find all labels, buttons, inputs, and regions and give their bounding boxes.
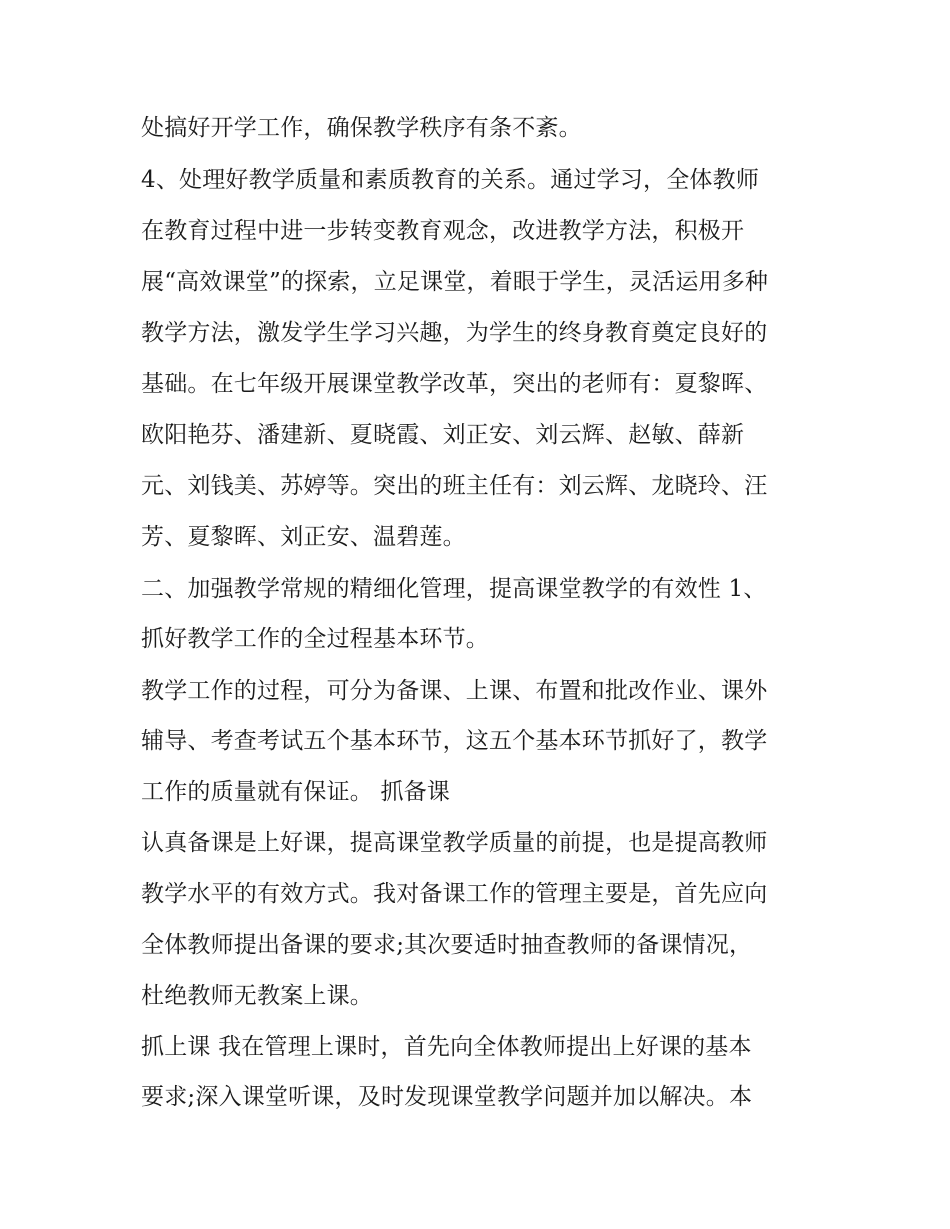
text-line: 元、刘钱美、苏婷等。突出的班主任有：刘云辉、龙晓玲、汪 [141,473,768,499]
text-line: 基础。在七年级开展课堂教学改革，突出的老师有：夏黎晖、 [141,371,768,397]
text-line: 4、处理好教学质量和素质教育的关系。通过学习，全体教师 [141,167,760,193]
text-line: 展“高效课堂”的探索，立足课堂，着眼于学生，灵活运用多种 [141,269,769,295]
text-line: 认真备课是上好课，提高课堂教学质量的前提，也是提高教师 [141,830,768,856]
text-line: 二、加强教学常规的精细化管理，提高课堂教学的有效性 1、 [141,576,767,602]
text-line: 杜绝教师无教案上课。 [141,983,373,1009]
text-line: 工作的质量就有保证。 抓备课 [141,779,451,805]
text-line: 在教育过程中进一步转变教育观念，改进教学方法，积极开 [141,218,745,244]
text-line: 教学工作的过程，可分为备课、上课、布置和批改作业、课外 [141,678,768,704]
text-line: 要求;深入课堂听课，及时发现课堂教学问题并加以解决。本 [141,1084,753,1110]
text-line: 欧阳艳芬、潘建新、夏晓霞、刘正安、刘云辉、赵敏、薛新 [141,422,745,448]
text-line: 教学方法，激发学生学习兴趣，为学生的终身教育奠定良好的 [141,320,768,346]
text-line: 教学水平的有效方式。我对备课工作的管理主要是，首先应向 [141,881,768,907]
text-line: 处搞好开学工作，确保教学秩序有条不紊。 [141,115,582,141]
text-line: 全体教师提出备课的要求;其次要适时抽查教师的备课情况， [141,932,753,958]
text-line: 辅导、考查考试五个基本环节，这五个基本环节抓好了，教学 [141,728,768,754]
text-line: 抓好教学工作的全过程基本环节。 [141,626,489,652]
text-line: 抓上课 我在管理上课时，首先向全体教师提出上好课的基本 [141,1034,752,1060]
text-line: 芳、夏黎晖、刘正安、温碧莲。 [141,524,466,550]
